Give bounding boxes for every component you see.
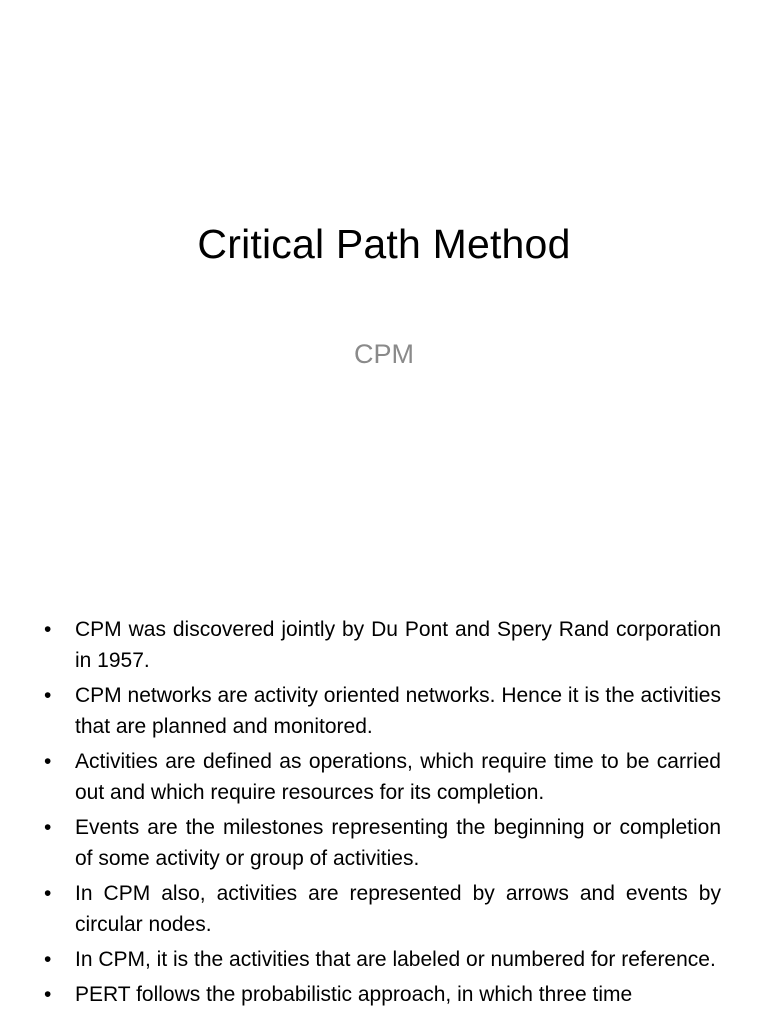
list-item xyxy=(0,746,768,808)
list-item xyxy=(0,944,768,975)
slide-title: Critical Path Method xyxy=(197,221,571,267)
bullet-text: CPM was discovered jointly by Du Pont and Spery Rand corporation in 1957. xyxy=(75,618,721,672)
list-item xyxy=(0,979,768,1010)
bullet-icon: • xyxy=(44,684,52,707)
bullet-text: Events are the milestones representing the beginning or completion of some activity or group of activities. xyxy=(75,816,721,870)
bullet-icon: • xyxy=(44,618,52,641)
bullet-text: CPM networks are activity oriented networks. Hence it is the activities that are planned and monitored. xyxy=(75,684,721,738)
list-item xyxy=(0,680,768,742)
bullet-text: Activities are defined as operations, which require time to be carried out and which require resources for its completion. xyxy=(75,750,721,804)
bullet-list xyxy=(0,614,768,1014)
content-slide xyxy=(0,576,768,1024)
list-item xyxy=(0,812,768,874)
bullet-icon: • xyxy=(44,750,52,773)
slide-subtitle: CPM xyxy=(354,339,414,369)
bullet-text: In CPM, it is the activities that are labeled or numbered for reference. xyxy=(75,948,716,971)
list-item xyxy=(0,878,768,940)
list-item xyxy=(0,614,768,676)
bullet-icon: • xyxy=(44,816,52,839)
bullet-icon: • xyxy=(44,882,52,905)
bullet-icon: • xyxy=(44,948,52,971)
bullet-text: In CPM also, activities are represented by arrows and events by circular nodes. xyxy=(75,882,721,936)
bullet-text: PERT follows the probabilistic approach, in which three time xyxy=(75,983,633,1006)
bullet-icon: • xyxy=(44,983,52,1006)
